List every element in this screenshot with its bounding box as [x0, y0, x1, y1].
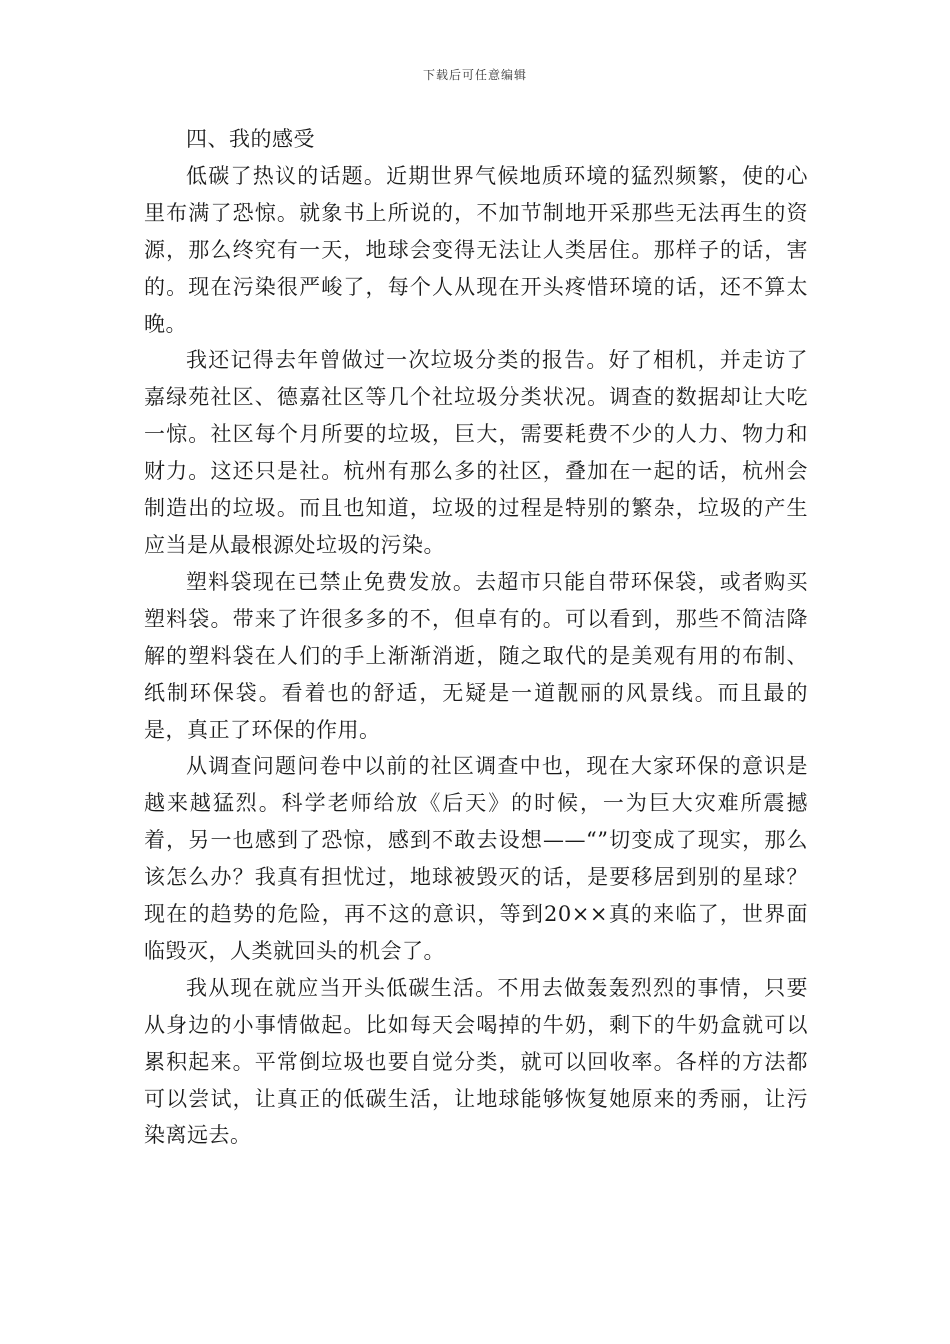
document-body — [144, 121, 808, 1154]
paragraph: 低碳了热议的话题。近期世界气候地质环境的猛烈频繁，使的心里布满了恐惊。就象书上所说的，不加节制地开采那些无法再生的资源，那么终究有一天，地球会变得无法让人类居住。那样子的话，害的。现在污染很严峻了，每个人从现在开头疼惜环境的话，还不算太晚。 — [144, 163, 808, 336]
section-heading: 四、我的感受 — [186, 127, 315, 151]
paragraph: 从调查问题问卷中以前的社区调查中也，现在大家环保的意识是越来越猛烈。科学老师给放《后天》的时候，一为巨大灾难所震撼着，另一也感到了恐惊，感到不敢去设想——“”切变成了现实，那么该怎么办？我真有担忧过，地球被毁灭的话，是要移居到别的星球？现在的趋势的危险，再不这的意识，等到20××真的来临了，世界面临毁灭，人类就回头的机会了。 — [144, 754, 808, 963]
paragraph: 我还记得去年曾做过一次垃圾分类的报告。好了相机，并走访了嘉绿苑社区、德嘉社区等几个社垃圾分类状况。调查的数据却让大吃一惊。社区每个月所要的垃圾，巨大，需要耗费不少的人力、物力和财力。这还只是社。杭州有那么多的社区，叠加在一起的话，杭州会制造出的垃圾。而且也知道，垃圾的过程是特别的繁杂，垃圾的产生应当是从最根源处垃圾的污染。 — [144, 348, 808, 557]
page-header-note: 下载后可任意编辑 — [422, 68, 527, 82]
paragraph: 我从现在就应当开头低碳生活。不用去做轰轰烈烈的事情，只要从身边的小事情做起。比如每天会喝掉的牛奶，剩下的牛奶盒就可以累积起来。平常倒垃圾也要自觉分类，就可以回收率。各样的方法都可以尝试，让真正的低碳生活，让地球能够恢复她原来的秀丽，让污染离远去。 — [144, 975, 808, 1148]
paragraph: 塑料袋现在已禁止免费发放。去超市只能自带环保袋，或者购买塑料袋。带来了许很多多的不，但卓有的。可以看到，那些不简洁降解的塑料袋在人们的手上渐渐消逝，随之取代的是美观有用的布制、纸制环保袋。看着也的舒适，无疑是一道靓丽的风景线。而且最的是，真正了环保的作用。 — [144, 569, 808, 742]
